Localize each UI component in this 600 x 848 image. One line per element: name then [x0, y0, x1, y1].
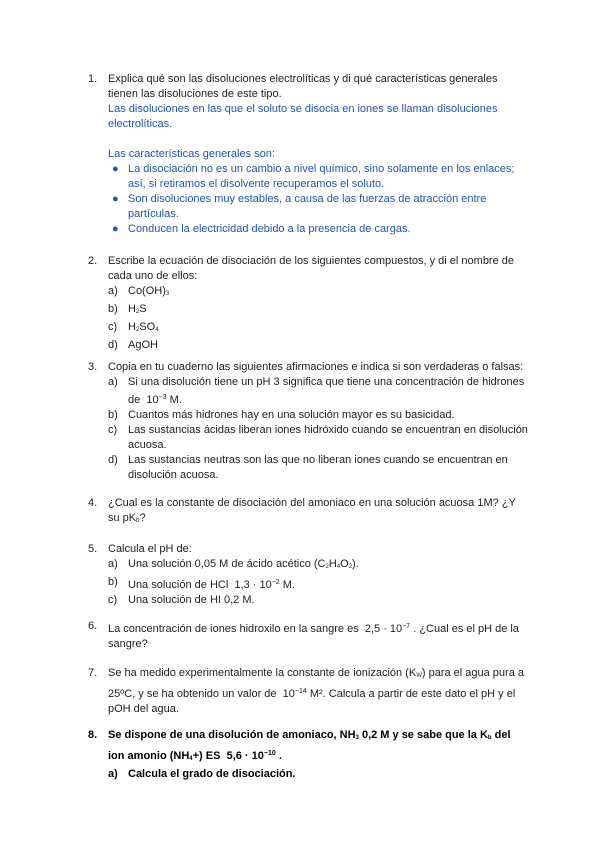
list-item: a) Co(OH)3	[108, 285, 170, 297]
question-6	[88, 619, 528, 652]
question-number: 5.	[88, 543, 98, 555]
list-item: b) H2S	[108, 303, 147, 315]
question-text: Copia en tu cuaderno las siguientes afirmaciones e indica si son verdaderas o falsas:	[108, 361, 524, 373]
list-item: b) Una solución de HCl $1,3 \cdot 10^{-2}$ M.	[108, 576, 295, 591]
answer-paragraph: Las disoluciones en las que el soluto se disocia en iones se llaman disoluciones electrolíticas.	[108, 103, 498, 130]
question-3	[88, 360, 528, 483]
list-item: d) Las sustancias neutras son las que no liberan iones cuando se encuentran en disolución acuosa.	[108, 454, 508, 481]
question-text: Se ha medido experimentalmente la constante de ionización (KW) para el agua pura a 25ºC, y se ha obtenido un valor de $10^{-14}$ M². Calcula a partir de este dato el pH y el pOH del agua.	[108, 667, 524, 715]
question-text: Explica qué son las disoluciones electrolíticas y di qué características generales tienen las disoluciones de este tipo.	[108, 73, 498, 100]
question-number: 7.	[88, 667, 98, 679]
question-2	[88, 254, 528, 353]
bullet-icon: ●	[112, 163, 119, 175]
list-item: a) Calcula el grado de disociación.	[108, 768, 296, 780]
list-item: c) Una solución de HI 0,2 M.	[108, 594, 255, 606]
answer-bullet-list	[108, 162, 528, 237]
list-item: b) Cuantos más hidrones hay en una solución mayor es su basicidad.	[108, 409, 455, 421]
question-text: Escribe la ecuación de disociación de los siguientes compuestos, y di el nombre de cada uno de ellos:	[108, 255, 515, 282]
bullet-icon: ●	[112, 193, 119, 205]
list-item: d) AgOH	[108, 339, 158, 351]
question-number: 6.	[88, 620, 98, 632]
list-item: c) Las sustancias ácidas liberan iones hidróxido cuando se encuentran en disolución acuosa.	[108, 424, 528, 451]
question-5	[88, 542, 528, 608]
question-1	[88, 72, 528, 237]
list-item: a) Si una disolución tiene un pH 3 significa que tiene una concentración de hidrones de $10^{-3}$ M.	[108, 376, 525, 406]
list-item: ● Son disoluciones muy estables, a causa de las fuerzas de atracción entre partículas.	[112, 193, 487, 220]
question-text: Se dispone de una disolución de amoniaco, NH3 0,2 M y se sabe que la Kb del ion amonio (NH4+) ES $5,6 \cdot 10^{-10}$ .	[108, 729, 511, 762]
sub-item-list	[108, 557, 528, 608]
question-number: 3.	[88, 361, 98, 373]
question-number: 1.	[88, 73, 98, 85]
sub-item-list	[108, 284, 528, 353]
list-item: c) H2SO4	[108, 321, 159, 333]
list-item: a) Una solución 0,05 M de ácido acético (C2H4O2).	[108, 558, 359, 570]
question-number: 4.	[88, 497, 98, 509]
question-7	[88, 666, 528, 717]
sub-item-list	[108, 375, 528, 483]
question-8	[88, 728, 528, 782]
question-text: La concentración de iones hidroxilo en la sangre es $2,5 \cdot 10^{-7}$ . ¿Cual es el pH de la sangre?	[108, 623, 519, 650]
bullet-icon: ●	[112, 223, 119, 235]
question-text: ¿Cual es la constante de disociación del amoniaco en una solución acuosa 1M? ¿Y su pKb?	[108, 497, 516, 524]
answer-paragraph: Las características generales son:	[108, 148, 275, 160]
question-text: Calcula el pH de:	[108, 543, 192, 555]
question-number: 2.	[88, 255, 98, 267]
question-4	[88, 496, 528, 529]
question-number: 8.	[88, 729, 98, 741]
list-item: ● La disociación no es un cambio a nivel químico, sino solamente en los enlaces; así, si retiramos el disolvente recuperamos el soluto.	[112, 163, 515, 190]
list-item: ● Conducen la electricidad debido a la presencia de cargas.	[112, 223, 411, 235]
sub-item-list	[108, 767, 528, 782]
